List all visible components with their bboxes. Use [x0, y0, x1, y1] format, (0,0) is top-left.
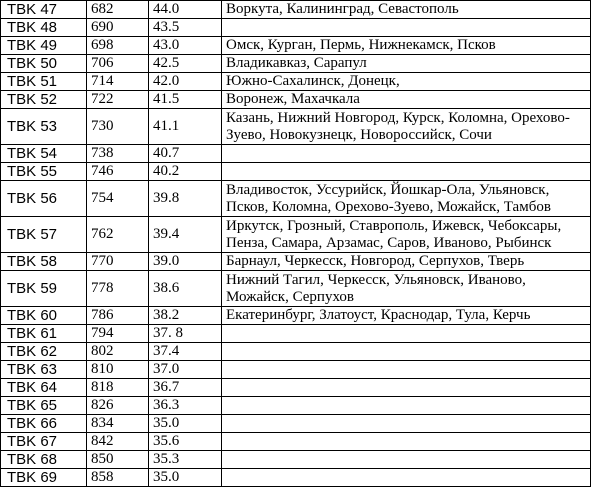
value-cell: 35.6	[149, 433, 222, 451]
cities-cell	[222, 415, 591, 433]
cities-cell	[222, 469, 591, 487]
table-row	[1, 469, 591, 487]
frequency-cell: 762	[87, 217, 149, 253]
table-row	[1, 1, 591, 19]
frequency-cell: 810	[87, 361, 149, 379]
cities-cell	[222, 37, 591, 55]
table-row	[1, 415, 591, 433]
cities-cell	[222, 253, 591, 271]
frequency-cell: 690	[87, 19, 149, 37]
table-row	[1, 91, 591, 109]
channel-cell: TBK 66	[1, 415, 87, 433]
cities-line: Екатеринбург, Златоуст, Краснодар, Тула, Керчь	[226, 307, 531, 323]
cities-line: Псков, Коломна, Орехово-Зуево, Можайск, Тамбов	[226, 198, 551, 215]
table-row	[1, 271, 591, 307]
channel-cell: TBK 56	[1, 181, 87, 217]
channel-cell: TBK 65	[1, 397, 87, 415]
cities-cell	[222, 307, 591, 325]
frequency-cell: 858	[87, 469, 149, 487]
value-cell: 44.0	[149, 1, 222, 19]
channel-cell: TBK 49	[1, 37, 87, 55]
cities-cell	[222, 145, 591, 163]
table-row	[1, 451, 591, 469]
cities-cell	[222, 73, 591, 91]
value-cell: 42.5	[149, 55, 222, 73]
frequency-cell: 786	[87, 307, 149, 325]
channel-cell: TBK 59	[1, 271, 87, 307]
value-cell: 35.0	[149, 415, 222, 433]
channel-cell: TBK 63	[1, 361, 87, 379]
cities-cell	[222, 1, 591, 19]
table-row	[1, 181, 591, 217]
cities-line: Пенза, Самара, Арзамас, Саров, Иваново, Рыбинск	[226, 234, 552, 251]
cities-cell	[222, 19, 591, 37]
cities-cell	[222, 181, 591, 217]
cities-line: Казань, Нижний Новгород, Курск, Коломна, Орехово-	[226, 109, 570, 126]
channel-cell: TBK 62	[1, 343, 87, 361]
channel-cell: TBK 69	[1, 469, 87, 487]
cities-cell	[222, 361, 591, 379]
value-cell: 39.8	[149, 181, 222, 217]
cities-cell	[222, 163, 591, 181]
value-cell: 41.5	[149, 91, 222, 109]
channel-cell: TBK 53	[1, 109, 87, 145]
frequency-cell: 738	[87, 145, 149, 163]
frequency-cell: 754	[87, 181, 149, 217]
channel-cell: TBK 57	[1, 217, 87, 253]
frequency-cell: 842	[87, 433, 149, 451]
table-row	[1, 379, 591, 397]
frequency-cell: 682	[87, 1, 149, 19]
channel-cell: TBK 51	[1, 73, 87, 91]
table-row	[1, 37, 591, 55]
channel-cell: TBK 64	[1, 379, 87, 397]
cities-line: Можайск, Серпухов	[226, 288, 354, 305]
channel-table-body	[1, 1, 591, 487]
table-row	[1, 163, 591, 181]
cities-cell	[222, 379, 591, 397]
value-cell: 37.4	[149, 343, 222, 361]
frequency-cell: 826	[87, 397, 149, 415]
cities-line: Южно-Сахалинск, Донецк,	[226, 73, 400, 89]
cities-line: Владивосток, Уссурийск, Йошкар-Ола, Ульяновск,	[226, 181, 550, 198]
value-cell: 36.7	[149, 379, 222, 397]
table-row	[1, 73, 591, 91]
value-cell: 40.2	[149, 163, 222, 181]
frequency-cell: 746	[87, 163, 149, 181]
frequency-cell: 850	[87, 451, 149, 469]
cities-line: Зуево, Новокузнецк, Новороссийск, Сочи	[226, 126, 492, 143]
frequency-cell: 714	[87, 73, 149, 91]
table-row	[1, 307, 591, 325]
channel-cell: TBK 54	[1, 145, 87, 163]
cities-cell	[222, 91, 591, 109]
value-cell: 38.2	[149, 307, 222, 325]
frequency-cell: 834	[87, 415, 149, 433]
table-row	[1, 19, 591, 37]
value-cell: 35.3	[149, 451, 222, 469]
table-row	[1, 145, 591, 163]
channel-cell: TBK 67	[1, 433, 87, 451]
cities-line: Нижний Тагил, Черкесск, Ульяновск, Иваново,	[226, 271, 526, 288]
table-row	[1, 217, 591, 253]
cities-line: Иркутск, Грозный, Ставрополь, Ижевск, Чебоксары,	[226, 217, 562, 234]
channel-cell: TBK 60	[1, 307, 87, 325]
value-cell: 36.3	[149, 397, 222, 415]
cities-cell	[222, 433, 591, 451]
channel-cell: TBK 58	[1, 253, 87, 271]
value-cell: 41.1	[149, 109, 222, 145]
frequency-cell: 730	[87, 109, 149, 145]
frequency-cell: 802	[87, 343, 149, 361]
value-cell: 35.0	[149, 469, 222, 487]
cities-cell	[222, 325, 591, 343]
value-cell: 43.0	[149, 37, 222, 55]
channel-cell: TBK 68	[1, 451, 87, 469]
table-row	[1, 397, 591, 415]
cities-line: Воронеж, Махачкала	[226, 91, 360, 107]
channel-cell: TBK 61	[1, 325, 87, 343]
value-cell: 39.0	[149, 253, 222, 271]
cities-cell	[222, 343, 591, 361]
channel-cell: TBK 55	[1, 163, 87, 181]
value-cell: 37. 8	[149, 325, 222, 343]
value-cell: 39.4	[149, 217, 222, 253]
cities-cell	[222, 217, 591, 253]
value-cell: 38.6	[149, 271, 222, 307]
cities-cell	[222, 271, 591, 307]
frequency-cell: 698	[87, 37, 149, 55]
cities-cell	[222, 55, 591, 73]
cities-line: Омск, Курган, Пермь, Нижнекамск, Псков	[226, 37, 496, 53]
frequency-cell: 706	[87, 55, 149, 73]
cities-line: Воркута, Калининград, Севастополь	[226, 1, 459, 17]
cities-cell	[222, 451, 591, 469]
value-cell: 37.0	[149, 361, 222, 379]
frequency-cell: 770	[87, 253, 149, 271]
cities-line: Барнаул, Черкесск, Новгород, Серпухов, Тверь	[226, 253, 525, 269]
channel-cell: TBK 52	[1, 91, 87, 109]
table-row	[1, 55, 591, 73]
table-row	[1, 343, 591, 361]
table-row	[1, 109, 591, 145]
channel-cell: TBK 47	[1, 1, 87, 19]
frequency-cell: 818	[87, 379, 149, 397]
table-row	[1, 433, 591, 451]
value-cell: 42.0	[149, 73, 222, 91]
cities-line: Владикавказ, Сарапул	[226, 55, 367, 71]
table-row	[1, 325, 591, 343]
frequency-cell: 794	[87, 325, 149, 343]
cities-cell	[222, 109, 591, 145]
table-row	[1, 253, 591, 271]
value-cell: 40.7	[149, 145, 222, 163]
table-row	[1, 361, 591, 379]
frequency-cell: 722	[87, 91, 149, 109]
value-cell: 43.5	[149, 19, 222, 37]
channel-cell: TBK 48	[1, 19, 87, 37]
channel-cell: TBK 50	[1, 55, 87, 73]
frequency-cell: 778	[87, 271, 149, 307]
cities-cell	[222, 397, 591, 415]
